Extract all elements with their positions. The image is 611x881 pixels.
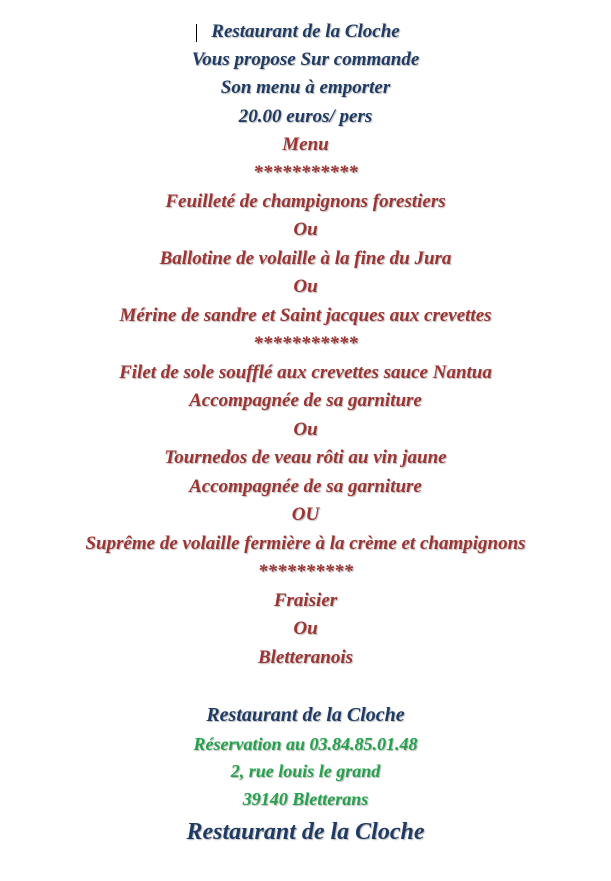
address-line: 2, rue louis le grand <box>230 761 381 781</box>
or-2: Ou <box>293 276 318 297</box>
reservation-line: Réservation au 03.84.85.01.48 <box>193 734 418 754</box>
main-3: Suprême de volaille fermière à la crème et champignons <box>85 533 526 554</box>
or-5: Ou <box>293 618 318 639</box>
restaurant-title: Restaurant de la Cloche <box>211 21 400 42</box>
dessert-2: Bletteranois <box>257 647 353 668</box>
main-2-side: Accompagnée de sa garniture <box>189 476 422 497</box>
propose-line: Vous propose Sur commande <box>191 49 420 70</box>
price-line: 20.00 euros/ pers <box>238 106 373 127</box>
dessert-1: Fraisier <box>273 590 338 611</box>
separator-1: *********** <box>253 162 358 183</box>
main-1-side: Accompagnée de sa garniture <box>189 390 422 411</box>
separator-3: ********** <box>258 561 353 582</box>
or-4: OU <box>291 504 320 525</box>
footer-restaurant-name: Restaurant de la Cloche <box>206 704 405 726</box>
or-3: Ou <box>293 419 318 440</box>
starter-2: Ballotine de volaille à la fine du Jura <box>159 248 452 269</box>
city-line: 39140 Bletterans <box>242 789 369 809</box>
starter-1: Feuilleté de champignons forestiers <box>165 191 446 212</box>
or-1: Ou <box>293 219 318 240</box>
menu-emporter-line: Son menu à emporter <box>220 77 391 98</box>
main-2: Tournedos de veau rôti au vin jaune <box>164 447 447 468</box>
starter-3: Mérine de sandre et Saint jacques aux crevettes <box>119 305 492 326</box>
menu-heading: Menu <box>282 134 329 155</box>
main-1: Filet de sole soufflé aux crevettes sauce Nantua <box>119 362 492 383</box>
separator-2: *********** <box>253 333 358 354</box>
footer-restaurant-name-large: Restaurant de la Cloche <box>186 819 425 845</box>
